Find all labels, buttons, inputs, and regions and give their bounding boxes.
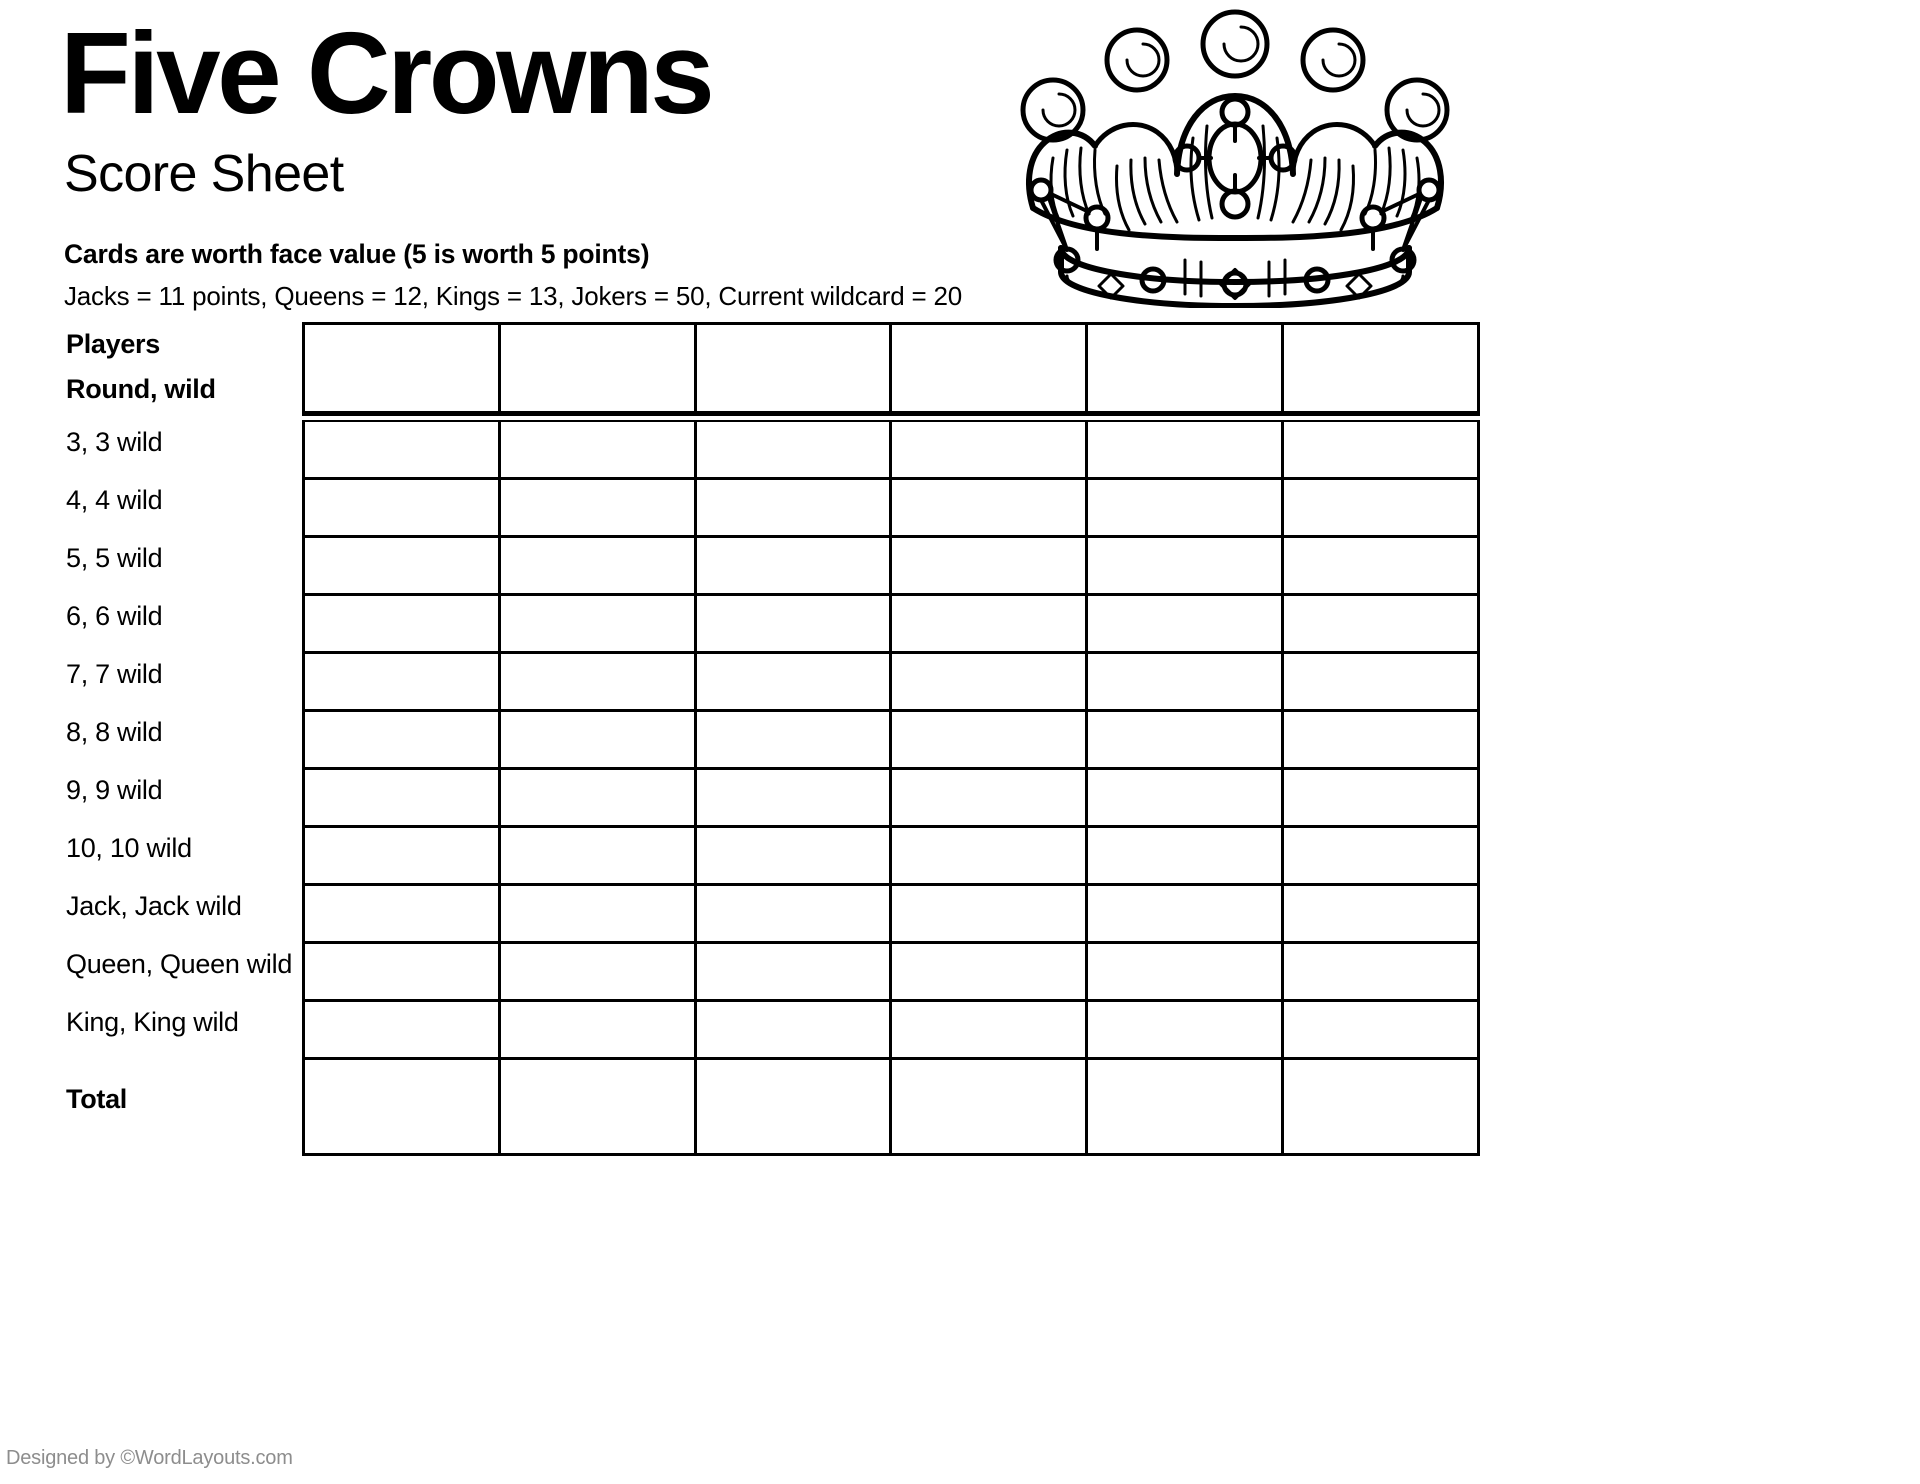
score-cell[interactable] [1088, 480, 1284, 538]
score-cell[interactable] [305, 596, 501, 654]
score-cell[interactable] [697, 944, 893, 1002]
score-cell[interactable] [1088, 886, 1284, 944]
score-cell[interactable] [501, 1002, 697, 1060]
score-cell[interactable] [1284, 770, 1480, 828]
round-label-text: Jack, Jack wild [66, 890, 242, 921]
score-cell[interactable] [305, 944, 501, 1002]
score-cell[interactable] [1284, 1002, 1480, 1060]
round-label-text: 4, 4 wild [66, 484, 163, 515]
score-cell[interactable] [892, 828, 1088, 886]
score-cell[interactable] [1088, 596, 1284, 654]
round-label-row [0, 877, 300, 935]
round-label-row [0, 413, 300, 471]
score-cell[interactable] [305, 1002, 501, 1060]
crown-icon [1005, 8, 1465, 308]
score-cell[interactable] [892, 886, 1088, 944]
score-cell[interactable] [892, 422, 1088, 480]
round-label-row [0, 471, 300, 529]
round-header-label: Round, wild [66, 374, 216, 404]
round-label-text: 10, 10 wild [66, 832, 192, 863]
score-cell[interactable] [1088, 828, 1284, 886]
round-label-text: 9, 9 wild [66, 774, 163, 805]
total-cell[interactable] [501, 1060, 697, 1156]
players-header-label: Players [66, 328, 160, 359]
score-row [305, 480, 1480, 538]
rules-primary-line: Cards are worth face value (5 is worth 5 points) [64, 238, 650, 269]
score-cell[interactable] [697, 654, 893, 712]
score-cell[interactable] [697, 422, 893, 480]
score-cell[interactable] [697, 480, 893, 538]
score-cell[interactable] [501, 480, 697, 538]
score-row [305, 538, 1480, 596]
score-cell[interactable] [1284, 538, 1480, 596]
score-cell[interactable] [1284, 828, 1480, 886]
total-row-label: Total [66, 1083, 127, 1114]
round-label-row [0, 993, 300, 1051]
round-label-row [0, 703, 300, 761]
score-cell[interactable] [697, 538, 893, 596]
score-cell[interactable] [305, 654, 501, 712]
score-cell[interactable] [305, 828, 501, 886]
score-cell[interactable] [1088, 770, 1284, 828]
round-label-row [0, 935, 300, 993]
score-cell[interactable] [501, 654, 697, 712]
score-cell[interactable] [501, 886, 697, 944]
score-cell[interactable] [697, 1002, 893, 1060]
player-name-cell[interactable] [892, 325, 1088, 411]
round-label-text: 5, 5 wild [66, 542, 163, 573]
page-subtitle: Score Sheet [64, 145, 344, 204]
footer-attribution: Designed by ©WordLayouts.com [6, 1447, 293, 1469]
player-name-cell[interactable] [1088, 325, 1284, 411]
scoring-rules [64, 238, 1060, 314]
round-label-row [0, 819, 300, 877]
total-row [305, 1060, 1480, 1156]
score-cell[interactable] [697, 712, 893, 770]
score-cell[interactable] [1284, 712, 1480, 770]
round-label-row [0, 645, 300, 703]
round-label-text: King, King wild [66, 1006, 239, 1037]
score-cell[interactable] [305, 480, 501, 538]
score-cell[interactable] [1284, 596, 1480, 654]
score-cell[interactable] [1284, 886, 1480, 944]
score-row [305, 712, 1480, 770]
total-cell[interactable] [697, 1060, 893, 1156]
total-cell[interactable] [1284, 1060, 1480, 1156]
score-cell[interactable] [501, 422, 697, 480]
score-cell[interactable] [892, 712, 1088, 770]
round-label-text: 7, 7 wild [66, 658, 163, 689]
score-cell[interactable] [305, 770, 501, 828]
score-cell[interactable] [697, 770, 893, 828]
score-rows-body [305, 422, 1480, 1060]
score-cell[interactable] [1088, 944, 1284, 1002]
round-label-text: 8, 8 wild [66, 716, 163, 747]
score-cell[interactable] [892, 1002, 1088, 1060]
score-row [305, 596, 1480, 654]
total-cell[interactable] [1088, 1060, 1284, 1156]
score-row [305, 654, 1480, 712]
score-cell[interactable] [501, 596, 697, 654]
round-label-text: 3, 3 wild [66, 426, 163, 457]
score-row [305, 828, 1480, 886]
rules-secondary-line: Jacks = 11 points, Queens = 12, Kings = 13, Jokers = 50, Current wildcard = 20 [64, 280, 963, 311]
score-cell[interactable] [892, 770, 1088, 828]
score-row [305, 886, 1480, 944]
total-cell[interactable] [892, 1060, 1088, 1156]
score-cell[interactable] [1284, 654, 1480, 712]
player-name-cell[interactable] [305, 325, 501, 411]
score-cell[interactable] [1284, 422, 1480, 480]
row-label-column [0, 322, 300, 1147]
score-cell[interactable] [1284, 480, 1480, 538]
score-cell[interactable] [697, 828, 893, 886]
score-cell[interactable] [1088, 422, 1284, 480]
round-label-text: Queen, Queen wild [66, 948, 293, 979]
score-cell[interactable] [305, 422, 501, 480]
score-cell[interactable] [892, 944, 1088, 1002]
round-label-row [0, 529, 300, 587]
round-labels-list [0, 413, 300, 1051]
score-cell[interactable] [1088, 654, 1284, 712]
score-cell[interactable] [892, 654, 1088, 712]
score-cell[interactable] [501, 770, 697, 828]
score-cell[interactable] [501, 828, 697, 886]
score-cell[interactable] [1088, 538, 1284, 596]
score-cell[interactable] [892, 596, 1088, 654]
score-row [305, 422, 1480, 480]
score-cell[interactable] [1088, 1002, 1284, 1060]
score-cell[interactable] [501, 944, 697, 1002]
header-separator-rule [302, 411, 1480, 422]
player-name-cell[interactable] [1284, 325, 1480, 411]
round-label-row [0, 587, 300, 645]
score-cell[interactable] [501, 712, 697, 770]
player-name-row [305, 325, 1480, 411]
player-name-cell[interactable] [501, 325, 697, 411]
score-cell[interactable] [305, 712, 501, 770]
score-cell[interactable] [697, 596, 893, 654]
score-cell[interactable] [697, 886, 893, 944]
header-block [60, 8, 1060, 313]
round-label-row [0, 761, 300, 819]
score-row [305, 944, 1480, 1002]
score-row [305, 1002, 1480, 1060]
score-cell[interactable] [1284, 944, 1480, 1002]
round-label-text: 6, 6 wild [66, 600, 163, 631]
score-cell[interactable] [892, 480, 1088, 538]
score-cell[interactable] [501, 538, 697, 596]
score-cell[interactable] [305, 886, 501, 944]
score-cell[interactable] [892, 538, 1088, 596]
player-name-cell[interactable] [697, 325, 893, 411]
total-cell[interactable] [305, 1060, 501, 1156]
score-grid [302, 322, 1480, 1156]
score-cell[interactable] [1088, 712, 1284, 770]
score-cell[interactable] [305, 538, 501, 596]
page-title: Five Crowns [60, 8, 712, 138]
score-row [305, 770, 1480, 828]
